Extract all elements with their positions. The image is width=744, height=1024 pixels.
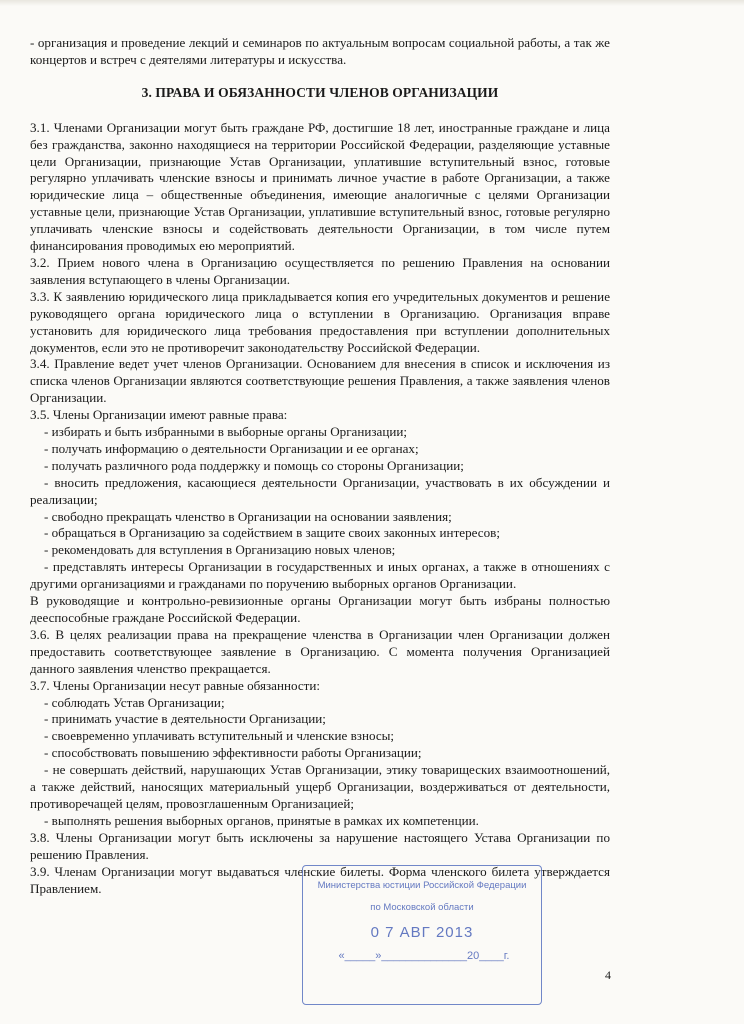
stamp-region-line: по Московской области xyxy=(370,902,474,913)
registration-stamp xyxy=(302,865,542,1005)
duty-item: - выполнять решения выборных органов, принятые в рамках их компетенции. xyxy=(44,812,479,828)
duty-item: - принимать участие в деятельности Организации; xyxy=(44,711,326,727)
right-item: - представлять интересы Организации в государственных и иных органах, а также в отношениях с другими организациями и гражданами по поручению выборных органов Организации. xyxy=(30,559,610,592)
duty-item: - соблюдать Устав Организации; xyxy=(44,694,225,710)
clause-3-4: 3.4. Правление ведет учет членов Организации. Основанием для внесения в список и исключения из списка членов Организации являются соответствующие решения Правления, а также заявления членов Организации. xyxy=(30,356,610,406)
duty-item: - не совершать действий, нарушающих Устав Организации, этику товарищеских взаимоотношений, а также действий, наносящих материальный ущерб Организации, воздерживаться от деятельности, противоречащей целям, провозглашенным Организацией; xyxy=(30,762,610,811)
duty-item: - своевременно уплачивать вступительный и членские взносы; xyxy=(44,728,395,744)
right-item: - вносить предложения, касающиеся деятельности Организации, участвовать в их обсуждении и реализации; xyxy=(30,474,610,507)
clause-3-8: 3.8. Члены Организации могут быть исключены за нарушение настоящего Устава Организации по решению Правления. xyxy=(30,829,610,862)
clause-3-7: 3.7. Члены Организации несут равные обязанности: xyxy=(30,677,321,693)
intro-item: - организация и проведение лекций и семинаров по актуальным вопросам социальной работы, а так же концертов и встреч с деятелями литературы и искусства. xyxy=(30,35,610,67)
section-title: 3. ПРАВА И ОБЯЗАННОСТИ ЧЛЕНОВ ОРГАНИЗАЦИИ xyxy=(141,84,499,100)
clause-3-3: 3.3. К заявлению юридического лица прикладывается копия его учредительных документов и решение руководящего органа юридического лица о вступлении в Организацию. Организация вправе установить для юридического лица требования предоставления при вступлении дополнительных документов, если это не противоречит законодательству Российской Федерации. xyxy=(30,288,610,355)
right-item: - обращаться в Организацию за содействием в защите своих законных интересов; xyxy=(44,525,500,541)
clause-3-5: 3.5. Члены Организации имеют равные права: xyxy=(30,407,288,423)
page-number: 4 xyxy=(605,968,611,982)
right-item: - свободно прекращать членство в Организации на основании заявления; xyxy=(44,508,452,524)
right-item: - получать различного рода поддержку и помощь со стороны Организации; xyxy=(44,457,464,473)
right-item: - избирать и быть избранными в выборные органы Организации; xyxy=(44,424,408,440)
stamp-date: 0 7 АВГ 2013 xyxy=(370,924,474,941)
clause-3-9: 3.9. Членам Организации могут выдаваться членские билеты. Форма членского билета утверждается Правлением. xyxy=(30,863,610,896)
stamp-ministry-line: Министерства юстиции Российской Федерации xyxy=(317,880,527,891)
right-item: - получать информацию о деятельности Организации и ее органах; xyxy=(44,440,419,456)
governing-bodies-paragraph: В руководящие и контрольно-ревизионные органы Организации могут быть избраны полностью дееспособные граждане Российской Федерации. xyxy=(30,593,610,625)
scan-edge xyxy=(0,0,744,6)
stamp-sign-line: «_____»______________20____г. xyxy=(338,950,510,962)
clause-3-1: 3.1. Членами Организации могут быть граждане РФ, достигшие 18 лет, иностранные граждане и лица без гражданства, законно находящиеся на территории Российской Федерации, разделяющие уставные цели Организации, признающие Устав Организации, уплатившие вступительный взнос, готовые регулярно уплачивать членские взносы и принимать личное участие в работе Организации, а также юридические лица – общественные объединения, имеющие аналогичные с целями Организации уставные цели, признающие Устав Организации, уплатившие вступительный взнос, готовые регулярно уплачивать членские взносы и содействовать деятельности Организации, в том числе путем финансирования проводимых ею мероприятий. xyxy=(30,119,610,254)
document-body xyxy=(30,35,610,897)
clause-3-2: 3.2. Прием нового члена в Организацию осуществляется по решению Правления на основании заявления вступающего в члены Организации. xyxy=(30,254,610,287)
right-item: - рекомендовать для вступления в Организацию новых членов; xyxy=(44,542,396,558)
clause-3-6: 3.6. В целях реализации права на прекращение членства в Организации член Организации должен предоставить соответствующее заявление в Организацию. С момента получения Организацией данного заявления членство прекращается. xyxy=(30,626,610,676)
duty-item: - способствовать повышению эффективности работы Организации; xyxy=(44,745,422,761)
